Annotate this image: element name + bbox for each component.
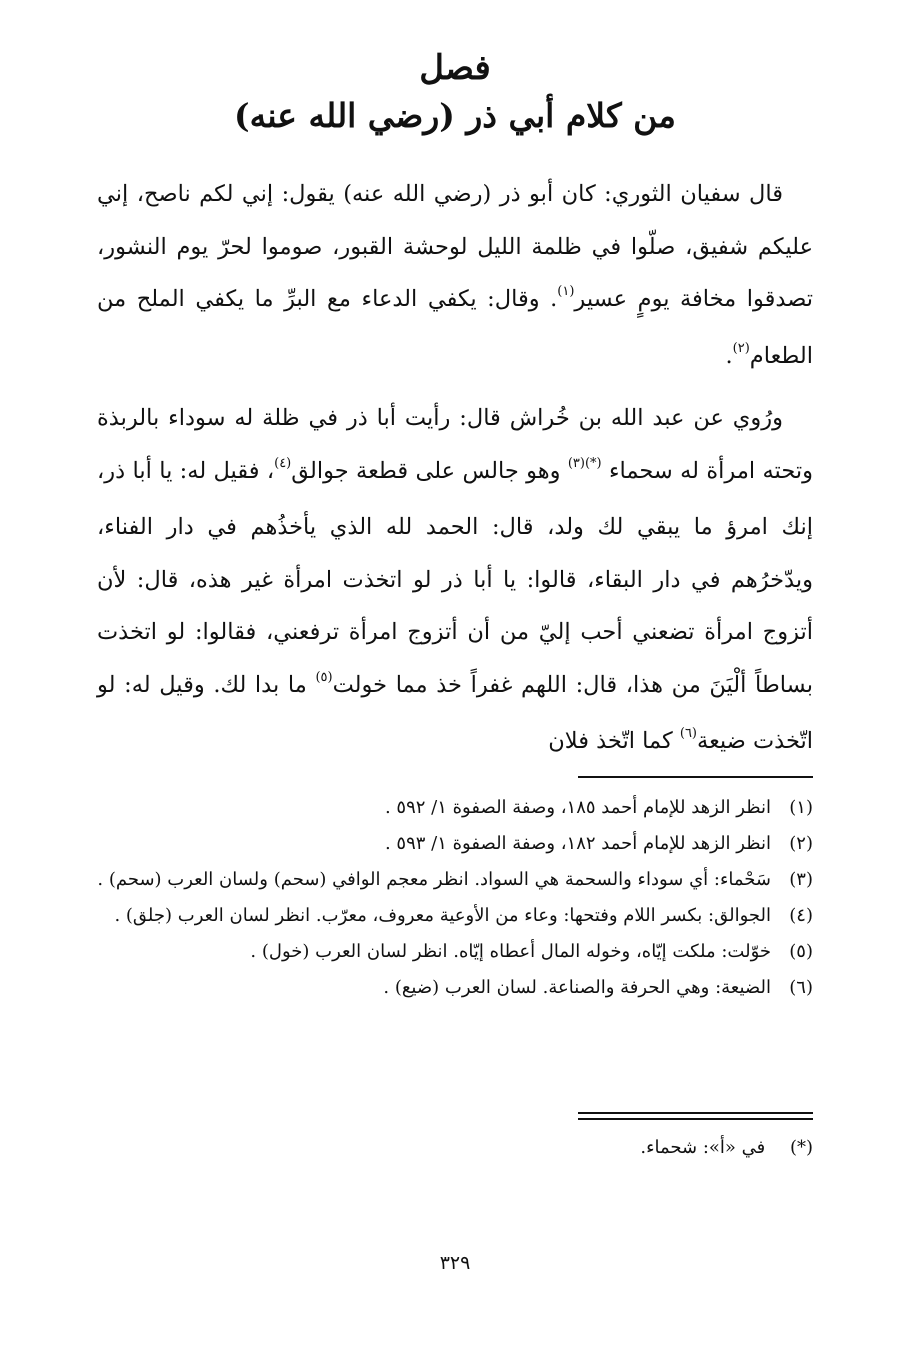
paragraph-2-part-d: ما بدا لك. وقيل له: لو اتّخذت ضيعة [97,671,813,754]
footnote-ref-3: (*)(٣) [567,455,602,471]
footnote-number: (٦) [789,977,813,998]
main-text [97,168,813,772]
footnote-5 [97,934,813,970]
page-number: ٣٢٩ [439,1252,471,1274]
footnote-2 [97,826,813,862]
footnote-6 [97,970,813,1006]
footnote-ref-1: (١) [557,284,575,299]
footnote-text: انظر الزهد للإمام أحمد ١٨٢، وصفة الصفوة ١/ ٥٩٣ . [384,833,771,854]
paragraph-2-part-a: ورُوي عن عبد الله بن خُراش قال: رأيت أبا ذر في ظلة له سوداء بالربذة وتحته امرأة له سحماء [97,405,813,484]
footnote-text: سَحْماء: أي سوداء والسحمة هي السواد. انظر معجم الوافي (سحم) ولسان العرب (سحم) . [97,869,771,890]
footnote-text: انظر الزهد للإمام أحمد ١٨٥، وصفة الصفوة ١/ ٥٩٢ . [384,797,771,818]
footnote-number: (٤) [789,905,813,926]
paragraph-2-part-c: ، فقيل له: يا أبا ذر، إنك امرؤ ما يبقي لك ولد، قال: الحمد لله الذي يأخذُهم في دار الفناء، ويدّخرُهم في دار البقاء، قالوا: يا أبا ذر لو اتخذت امرأة غير هذه، قال: لأن أتزوج امرأة تضعني أحب إليّ من أن أتزوج امرأة ترفعني، فقالوا: لو اتخذت بساطاً ألْيَنَ من هذا، قال: اللهم غفراً خذ مما خولت [97,457,813,698]
paragraph-1-part-c: . [725,342,733,369]
paragraph-2-part-b: وهو جالس على قطعة جوالق [291,457,568,484]
editor-note-text: في «أ»: شحماء. [640,1137,766,1158]
footnote-number: (٢) [789,833,813,854]
footnotes [97,790,813,1006]
footnote-text: خوّلت: ملكت إيّاه، وخوله المال أعطاه إيّاه. انظر لسان العرب (خول) . [250,941,771,962]
paragraph-1-part-b: . وقال: يكفي الدعاء مع البرِّ ما يكفي الملح من الطعام [97,286,813,369]
editor-note [97,1130,813,1166]
footnote-ref-6: (٦) [679,726,697,741]
footnote-text: الجوالق: بكسر اللام وفتحها: وعاء من الأوعية معروف، معرّب. انظر لسان العرب (جلق) . [114,905,771,926]
footnote-4 [97,898,813,934]
footnote-separator [578,776,813,778]
section-subtitle: من كلام أبي ذر (رضي الله عنه) [234,96,676,135]
paragraph-1 [97,168,813,386]
paragraph-2 [97,392,813,772]
editor-note-marker: (*) [789,1137,813,1158]
footnote-text: الضيعة: وهي الحرفة والصناعة. لسان العرب (ضيع) . [383,977,771,998]
paragraph-2-part-e: كما اتّخذ فلان [548,728,680,754]
section-title: فصل [419,48,491,88]
footnote-ref-5: (٥) [315,669,333,685]
footnote-number: (٥) [789,941,813,962]
footnote-number: (١) [789,797,813,818]
footnote-1 [97,790,813,826]
footnote-3 [97,862,813,898]
footnote-ref-2: (٢) [732,340,750,356]
paragraph-1-part-a: قال سفيان الثوري: كان أبو ذر (رضي الله عنه) يقول: إني لكم ناصح، إني عليكم شفيق، صلّوا في ظلمة الليل لوحشة القبور، صوموا لحرّ يوم النشور، تصدقوا مخافة يومٍ عسير [97,181,813,312]
footnote-ref-4: (٤) [274,455,292,471]
editor-note-separator [578,1112,813,1120]
footnote-number: (٣) [789,869,813,890]
